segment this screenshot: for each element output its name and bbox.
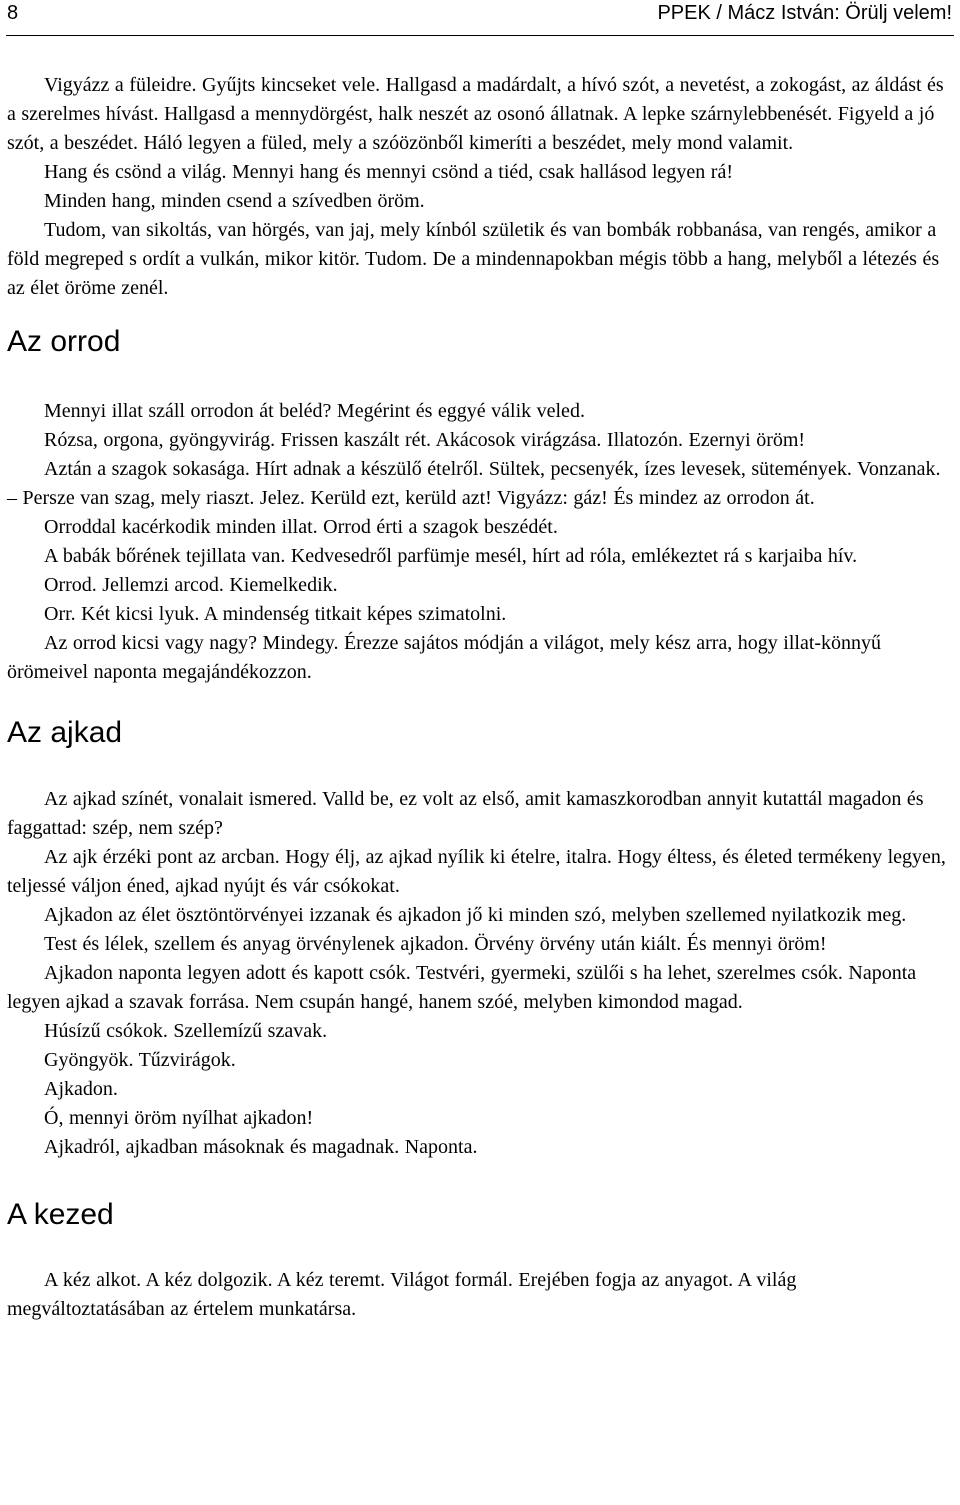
paragraph: A babák bőrének tejillata van. Kedvesedről parfümje mesél, hírt ad róla, emlékeztet rá s karjaiba hív.: [44, 545, 858, 567]
paragraph: Az ajkad színét, vonalait ismered. Valld be, ez volt az első, amit kamaszkorodban annyit kutattál magadon és faggattad: szép, nem szép?: [7, 788, 924, 839]
section-heading-orrod: Az orrod: [7, 325, 121, 358]
paragraph: Orrod. Jellemzi arcod. Kiemelkedik.: [44, 574, 338, 596]
section-heading-kezed: A kezed: [7, 1198, 114, 1231]
paragraph: Rózsa, orgona, gyöngyvirág. Frissen kaszált rét. Akácosok virágzása. Illatozón. Ezernyi öröm!: [44, 429, 806, 451]
paragraph: Test és lélek, szellem és anyag örvénylenek ajkadon. Örvény örvény után kiált. És mennyi öröm!: [44, 933, 827, 955]
paragraph: Ajkadon naponta legyen adott és kapott csók. Testvéri, gyermeki, szülői s ha lehet, szerelmes csók. Naponta legyen ajkad a szavak forrása. Nem csupán hangé, hanem szóé, melyben kimondod magad.: [7, 962, 917, 1013]
paragraph: Ajkadon az élet ösztöntörvényei izzanak és ajkadon jő ki minden szó, melyben szellemed nyilatkozik meg.: [44, 904, 907, 926]
paragraph: Ó, mennyi öröm nyílhat ajkadon!: [44, 1107, 314, 1129]
paragraph: Ajkadról, ajkadban másoknak és magadnak. Naponta.: [44, 1136, 478, 1158]
page-header: [0, 0, 960, 36]
paragraph: Hang és csönd a világ. Mennyi hang és mennyi csönd a tiéd, csak hallásod legyen rá!: [44, 161, 733, 183]
paragraph: Tudom, van sikoltás, van hörgés, van jaj, mely kínból születik és van bombák robbanása, van rengés, amikor a föld megreped s ordít a vulkán, mikor kitör. Tudom. De a mindennapokban mégis több a hang, melyből a létezés és az élet öröme zenél.: [7, 219, 940, 299]
paragraph: Minden hang, minden csend a szívedben öröm.: [44, 190, 425, 212]
paragraph: Az orrod kicsi vagy nagy? Mindegy. Érezze sajátos módján a világot, mely kész arra, hogy illat-könnyű örömeivel naponta megajándékozzon.: [7, 632, 882, 683]
paragraph: Orr. Két kicsi lyuk. A mindenség titkait képes szimatolni.: [44, 603, 507, 625]
paragraph: Mennyi illat száll orrodon át beléd? Megérint és eggyé válik veled.: [44, 400, 585, 422]
section-heading-ajkad: Az ajkad: [7, 716, 123, 749]
paragraph: Ajkadon.: [44, 1078, 118, 1100]
paragraph: Húsízű csókok. Szellemízű szavak.: [44, 1020, 328, 1042]
paragraph: Aztán a szagok sokasága. Hírt adnak a készülő ételről. Sültek, pecsenyék, ízes levesek, sütemények. Vonzanak. – Persze van szag, mely riaszt. Jelez. Kerüld ezt, kerüld azt! Vigyázz: gáz! És mindez az orrodon át.: [7, 458, 941, 509]
document-body: [7, 71, 947, 1324]
paragraph: A kéz alkot. A kéz dolgozik. A kéz teremt. Világot formál. Erejében fogja az anyagot. A világ megváltoztatásában az értelem munkatársa.: [7, 1269, 797, 1320]
running-title: PPEK / Mácz István: Örülj velem!: [657, 2, 952, 24]
page-number: 8: [7, 2, 19, 24]
paragraph: Orroddal kacérkodik minden illat. Orrod érti a szagok beszédét.: [44, 516, 558, 538]
paragraph: Gyöngyök. Tűzvirágok.: [44, 1049, 236, 1071]
paragraph: Vigyázz a füleidre. Gyűjts kincseket vele. Hallgasd a madárdalt, a hívó szót, a nevetést, a zokogást, az áldást és a szerelmes hívást. Hallgasd a mennydörgést, halk neszét az osonó állatnak. A lepke szárnylebbenését. Figyeld a jó szót, a beszédet. Háló legyen a füled, mely a szóözönből kimeríti a beszédet, mely mond valamit.: [7, 74, 944, 154]
header-rule: [6, 35, 954, 36]
paragraph: Az ajk érzéki pont az arcban. Hogy élj, az ajkad nyílik ki ételre, italra. Hogy éltess, és életed termékeny legyen, teljessé váljon éned, ajkad nyújt és vár csókokat.: [7, 846, 946, 897]
